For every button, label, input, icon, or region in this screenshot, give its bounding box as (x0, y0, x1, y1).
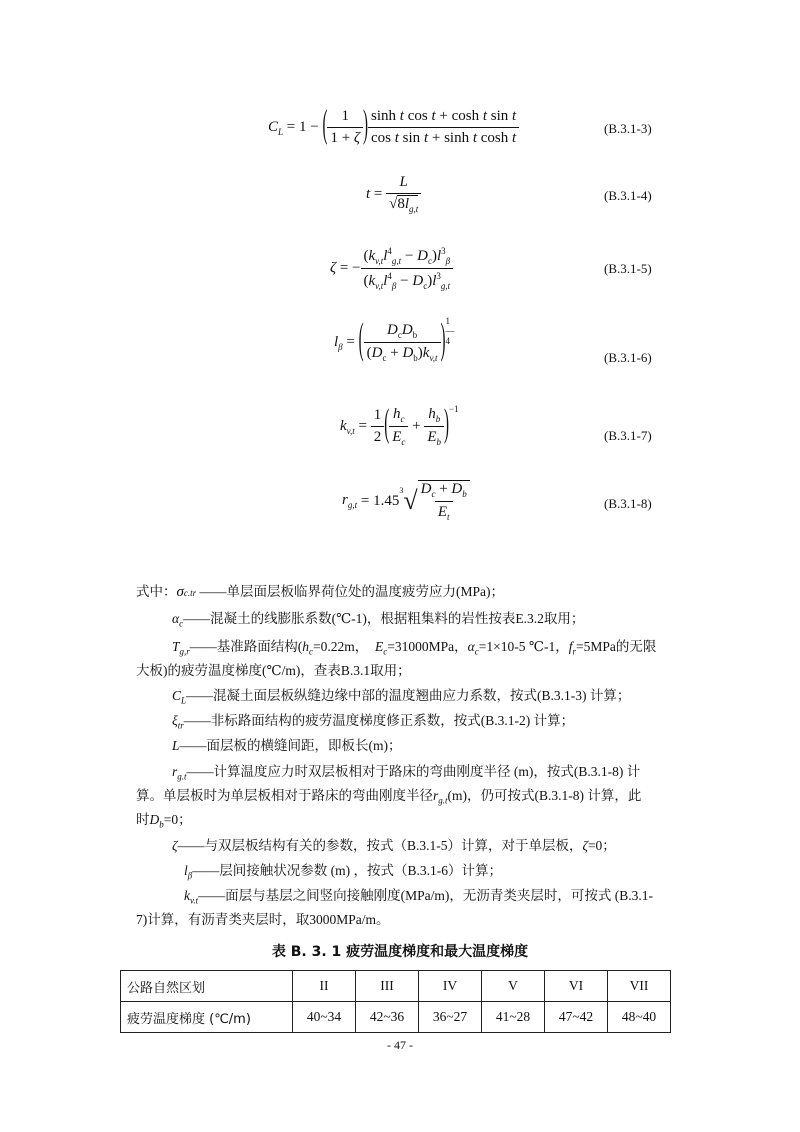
definition-cl: $C_L——$混凝土面层板纵缝边缘中部的温度翘曲应力系数，按式(B.3.1-3) 计算； (172, 688, 631, 706)
definition-text: 算。单层板时为单层板相对于路床的弯曲刚度半径 (136, 788, 433, 803)
table-header-cell: V (482, 971, 545, 1002)
equation-b315: ζ = − $\frac{(k_{v,t}l^4_{g,t} - D_c)l^3_\beta}{(k_{v,t}l^4_\beta - D_c)l^3_{g,t}}$ (330, 246, 453, 291)
definition-text: ——混凝土面层板纵缝边缘中部的温度翘曲应力系数，按式(B.3.1-3) 计算； (186, 688, 631, 703)
definition-text: ——面层板的横缝间距，即板长(m)； (179, 738, 402, 753)
definition-text: ——混凝土的线膨胀系数(℃-1)，根据粗集料的岩性按表E.3.2取用； (183, 611, 585, 626)
table-row (121, 971, 671, 1002)
definitions-intro: 式中： (136, 584, 177, 599)
table-cell: 41~28 (482, 1002, 545, 1033)
definition-rg-cont2: 时$D_b=0$； (136, 812, 192, 830)
table-header-cell: VI (545, 971, 608, 1002)
equation-b314: t = $\frac{L}{√8l_{g,t}}$ (366, 174, 421, 214)
definition-tg: $T_{g,r}——$基准路面结构($h_c=0.22m$， $E_c=31000MPa$，$\alpha_c=1\times 10-5$ ℃-1，$f_r=5MPa$的无限 (172, 639, 657, 657)
equation-number: (B.3.1-4) (604, 188, 652, 203)
table-cell: 48~40 (608, 1002, 671, 1033)
definition-alpha: $\alpha_c——$混凝土的线膨胀系数(℃-1)，根据粗集料的岩性按表E.3.2取用； (172, 611, 585, 629)
definition-text: (m)，仍可按式(B.3.1-8) 计算，此 (447, 788, 642, 803)
table-header-cell: II (293, 971, 356, 1002)
page-number: - 47 - (387, 1038, 413, 1052)
definition-text: 时 (136, 812, 150, 827)
definition-rg-cont: 算。单层板时为单层板相对于路床的弯曲刚度半径$r_{g.t}(m)$，仍可按式(B.3.1-8) 计算，此 (136, 788, 642, 806)
definition-text: ——计算温度应力时双层板相对于路床的弯曲刚度半径 (m)，按式(B.3.1-8) 计 (186, 764, 641, 779)
equation-number: (B.3.1-8) (604, 496, 652, 511)
equation-b317: $k_{v,t}$ = $\frac{1}{2}$ ( $\frac{h_c}{E_c}$ + $\frac{h_b}{E_b}$ ) −1 (340, 404, 459, 447)
table-header-cell: 公路自然区划 (121, 971, 293, 1002)
equation-number: (B.3.1-7) (604, 428, 652, 443)
definition-text: ——层间接触状况参数 (m) ，按式（B.3.1-6）计算； (192, 863, 502, 878)
definition-zeta: ζ——与双层板结构有关的参数，按式（B.3.1-5）计算，对于单层板，ζ=0； (172, 838, 616, 853)
table-cell: 疲劳温度梯度 (℃/m) (121, 1002, 293, 1033)
definition-text: =0； (163, 812, 192, 827)
definition-lb: $l_\beta——$层间接触状况参数 (m) ，按式（B.3.1-6）计算； (184, 863, 502, 881)
table-header-cell: III (356, 971, 419, 1002)
equation-b316: $l_\beta$ = ( $\frac{D_cD_b}{(D_c + D_b)k_{v,t}}$ ) 1 ― 4 (334, 316, 455, 365)
definition-text: ——面层与基层之间竖向接触刚度(MPa/m)，无沥青类夹层时，可按式 (B.3.1- (198, 888, 653, 903)
definition-kvt-cont: 7)计算，有沥青类夹层时，取3000MPa/m。 (136, 912, 390, 927)
table-caption: 表 B. 3. 1 疲劳温度梯度和最大温度梯度 (271, 944, 529, 960)
definition-text: =31000MPa， (387, 639, 468, 654)
definition-rg: $r_{g.t}——$计算温度应力时双层板相对于路床的弯曲刚度半径 (m)，按式(B.3.1-8) 计 (172, 764, 641, 782)
table-cell: 40~34 (293, 1002, 356, 1033)
table-header-cell: IV (419, 971, 482, 1002)
table-cell: 36~27 (419, 1002, 482, 1033)
equation-number: (B.3.1-3) (604, 121, 652, 136)
table-row (121, 1002, 671, 1033)
definition-text: =5MPa的无限 (575, 639, 657, 654)
fatigue-gradient-table (120, 970, 671, 1033)
table-cell: 42~36 (356, 1002, 419, 1033)
definition-text: ——与双层板结构有关的参数，按式（B.3.1-5）计算，对于单层板， (177, 838, 583, 853)
definition-text: =0.22m， (313, 639, 369, 654)
definition-text: ——单层面层板临界荷位处的温度疲劳应力(MPa)； (199, 584, 505, 599)
definition-text: =0； (587, 838, 616, 853)
definition-text: ——基准路面结构( (189, 639, 303, 654)
definition-tg-cont: 大板)的疲劳温度梯度(℃/m)，查表B.3.1取用； (136, 663, 411, 678)
table-header-cell: VII (608, 971, 671, 1002)
table-cell: 47~42 (545, 1002, 608, 1033)
equation-number: (B.3.1-5) (604, 261, 652, 276)
equation-b318: $r_{g,t}$ = 1.45 3 √ $\frac{D_c + D_b}{E_t}$ (342, 480, 470, 522)
definition-text: ——非标路面结构的疲劳温度梯度修正系数，按式(B.3.1-2) 计算； (183, 713, 575, 728)
equation-number: (B.3.1-6) (604, 350, 652, 365)
equation-b313: $C_L$ = 1 − ( $\frac{1}{1 + \zeta}$ ) $\frac{\text{sinh t cos t + cosh t sin t}}{\text{cos t sin t + sinh t cosh t}}$ (268, 108, 519, 147)
definition-text: =1×10-5 ℃-1， (478, 639, 569, 654)
definition-kvt: $k_{v.t}——$面层与基层之间竖向接触刚度(MPa/m)，无沥青类夹层时，可按式 (B.3.1- (184, 888, 653, 906)
definition-sigma: 式中：σc.tr ——单层面层板临界荷位处的温度疲劳应力(MPa)； (136, 584, 505, 600)
definition-L: L——面层板的横缝间距，即板长(m)； (172, 738, 402, 753)
definition-xi: $\xi_{tr}——$非标路面结构的疲劳温度梯度修正系数，按式(B.3.1-2) 计算； (172, 713, 575, 731)
